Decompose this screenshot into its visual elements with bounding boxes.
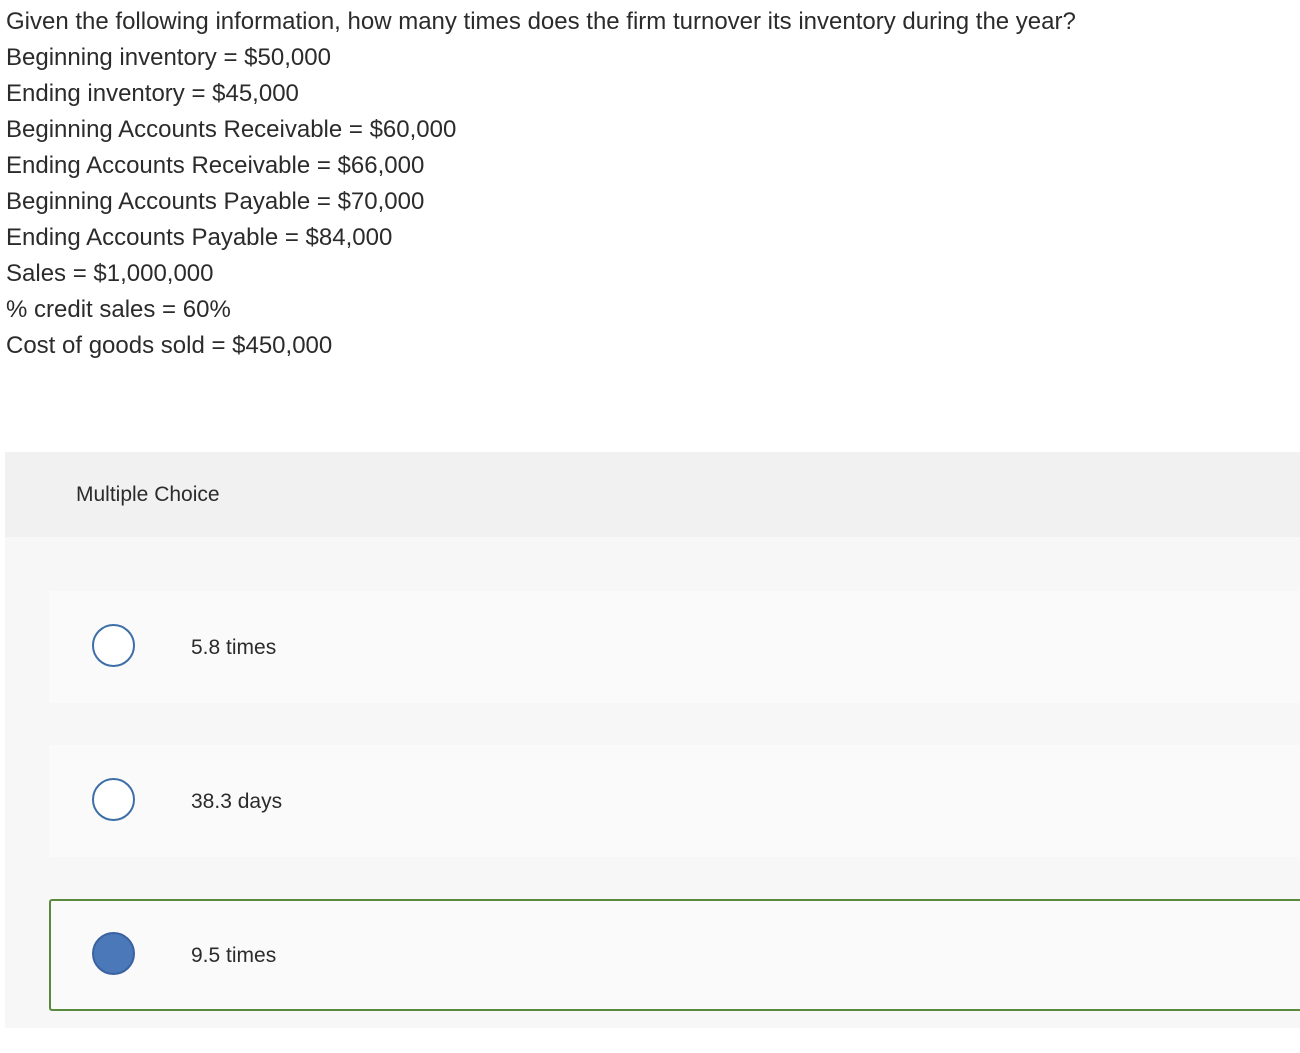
given-beginning-inventory: Beginning inventory = $50,000 <box>6 44 331 71</box>
given-beginning-payable: Beginning Accounts Payable = $70,000 <box>6 188 425 215</box>
multiple-choice-label: Multiple Choice <box>76 483 220 506</box>
radio-button-selected-icon[interactable] <box>92 932 135 975</box>
given-ending-receivable: Ending Accounts Receivable = $66,000 <box>6 152 425 179</box>
answer-option-2[interactable] <box>49 745 1300 857</box>
multiple-choice-panel <box>5 452 1300 1028</box>
given-sales: Sales = $1,000,000 <box>6 260 214 287</box>
answer-option-label: 9.5 times <box>191 944 277 967</box>
answer-option-3[interactable] <box>49 899 1300 1011</box>
answer-option-label: 5.8 times <box>191 636 277 659</box>
question-prompt: Given the following information, how many times does the firm turnover its inventory during the year? <box>6 8 1076 35</box>
multiple-choice-header <box>5 452 1300 537</box>
given-cost-of-goods-sold: Cost of goods sold = $450,000 <box>6 332 333 359</box>
radio-button-icon[interactable] <box>92 624 135 667</box>
given-ending-inventory: Ending inventory = $45,000 <box>6 80 299 107</box>
given-beginning-receivable: Beginning Accounts Receivable = $60,000 <box>6 116 457 143</box>
answer-option-1[interactable] <box>49 591 1300 703</box>
answer-options <box>49 591 1300 1053</box>
given-credit-sales: % credit sales = 60% <box>6 296 231 323</box>
question-text <box>6 4 1296 364</box>
radio-button-icon[interactable] <box>92 778 135 821</box>
given-ending-payable: Ending Accounts Payable = $84,000 <box>6 224 393 251</box>
answer-option-label: 38.3 days <box>191 790 283 813</box>
